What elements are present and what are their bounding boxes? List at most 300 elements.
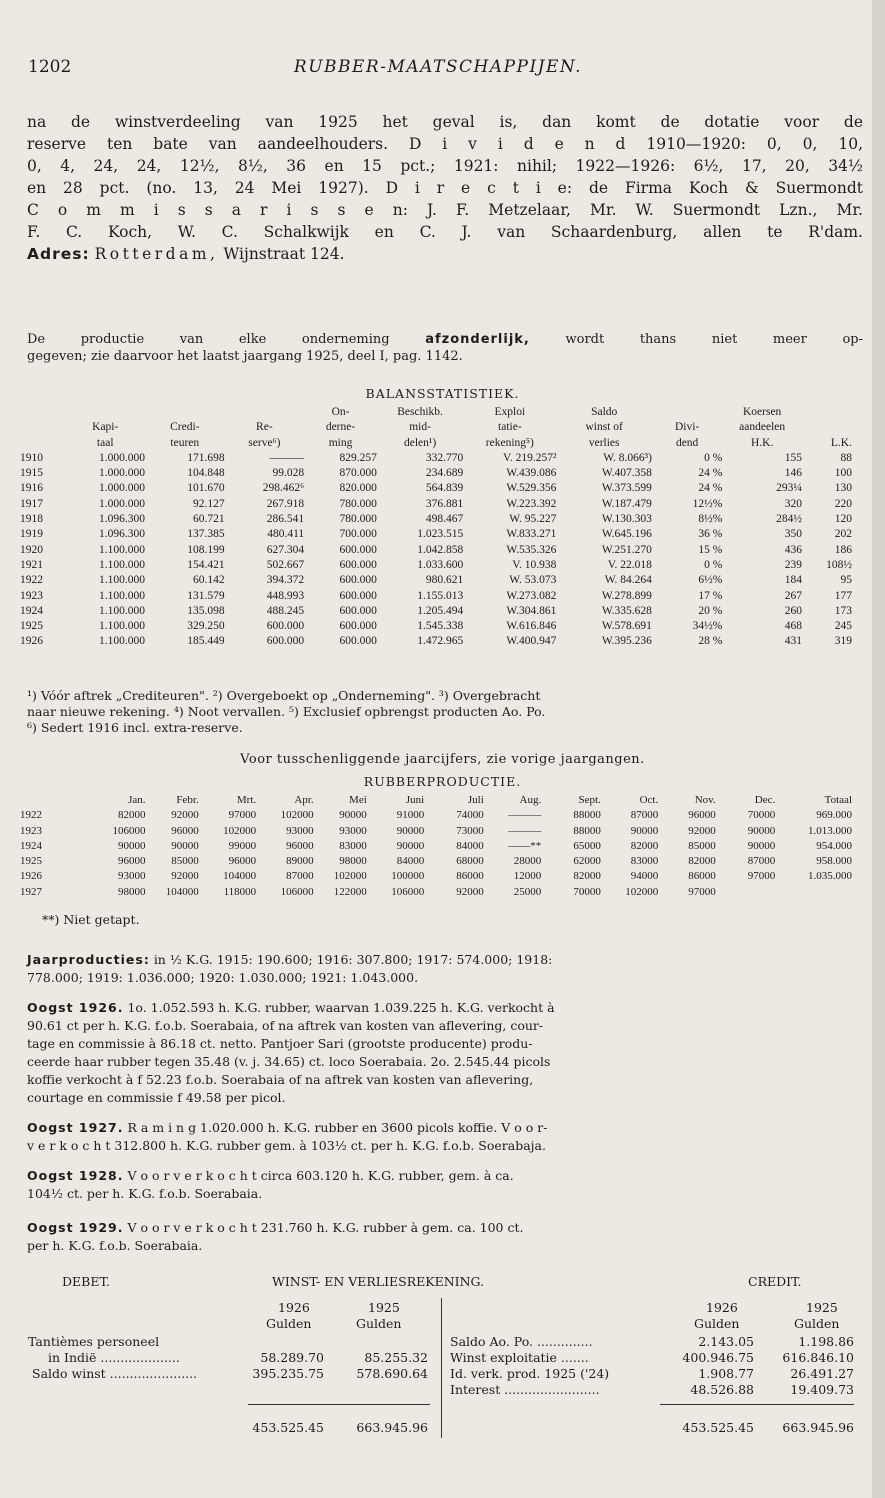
table-cell: verlies	[588, 436, 620, 449]
debit-currency-1926: Gulden	[266, 1316, 312, 1331]
table-cell: 1924	[20, 604, 43, 617]
table-cell: 74000	[456, 809, 484, 822]
oogst-1929-line	[27, 1220, 863, 1235]
table-cell: 82000	[573, 870, 601, 883]
table-cell: 96000	[688, 809, 716, 822]
table-cell: W. 8.066³)	[603, 451, 652, 464]
table-cell: 600.000	[266, 635, 305, 648]
table-cell: 98000	[339, 855, 367, 868]
table-cell: 1910	[20, 451, 43, 464]
table-cell: 62000	[573, 855, 601, 868]
table-cell: 100000	[391, 870, 425, 883]
table-cell: 86000	[456, 870, 484, 883]
table-row	[20, 466, 852, 481]
table-cell: mid-	[409, 421, 431, 434]
table-cell: 267	[784, 589, 802, 602]
table-cell: 1924	[20, 839, 42, 852]
credit-year-1925: 1925	[806, 1300, 838, 1315]
table-cell: 89000	[286, 855, 314, 868]
footnote-line: naar nieuwe rekening. ⁴) Noot vervallen. ⁵) Exclusief opbrengst producten Ao. Po.	[27, 704, 546, 719]
table-cell: 448.993	[266, 589, 305, 602]
table-cell	[20, 793, 86, 808]
table-cell: 91000	[396, 809, 425, 822]
table-cell: 122000	[333, 885, 367, 898]
table-row	[20, 497, 852, 512]
table-row	[20, 451, 852, 466]
table-row	[20, 589, 852, 604]
table-cell: 1.100.000	[99, 558, 146, 571]
note-text: wordt thans niet meer op-	[565, 332, 863, 347]
oogst-1929-line: per h. K.G. f.o.b. Soerabaia.	[27, 1238, 203, 1253]
credit-value-1926: 2.143.05	[698, 1334, 754, 1349]
table-cell: 15 %	[698, 543, 723, 556]
table-cell: 1927	[20, 885, 42, 898]
table-cell: 1925	[20, 855, 42, 868]
table-cell: 85000	[688, 839, 716, 852]
table-cell: 1.000.000	[99, 482, 146, 495]
table-cell: 286.541	[266, 513, 305, 526]
table-cell: 185.449	[187, 635, 225, 648]
table-cell: 600.000	[339, 589, 377, 602]
table-cell: Oct.	[639, 794, 659, 806]
table-cell: 239	[784, 558, 802, 571]
table-cell: 102000	[280, 809, 314, 822]
table-cell: Febr.	[176, 794, 199, 806]
table-cell: 82000	[630, 839, 659, 852]
table-cell: 87000	[747, 855, 776, 868]
table-cell: 102000	[333, 870, 367, 883]
table-cell: 600.000	[266, 620, 305, 633]
table-cell: W.130.303	[601, 513, 652, 526]
table-cell: 600.000	[339, 574, 377, 587]
text-line: na de winstverdeeling van 1925 het geval is, dan komt de dotatie voor de	[27, 113, 863, 131]
rubber-table	[20, 793, 852, 900]
table-cell: 90000	[747, 839, 776, 852]
table-cell: 1.000.000	[99, 497, 146, 510]
table-cell: Totaal	[824, 794, 852, 806]
table-cell: W. 53.073	[509, 574, 557, 587]
oogst-1927-line	[27, 1120, 863, 1135]
table-cell: 1.023.515	[417, 528, 464, 541]
table-cell: Kapi-	[92, 421, 119, 434]
table-cell: 234.689	[425, 467, 464, 480]
table-cell: On-	[331, 406, 350, 418]
table-cell: 293¼	[776, 482, 802, 495]
table-row	[20, 604, 852, 619]
table-cell	[145, 405, 225, 420]
table-cell: 92000	[688, 824, 716, 837]
table-cell: W.335.628	[601, 604, 652, 617]
table-cell: 186	[834, 543, 852, 556]
jaarproductie-line	[27, 952, 863, 967]
table-cell: 83000	[630, 855, 659, 868]
credit-label: Saldo Ao. Po. ..............	[450, 1334, 593, 1349]
debit-value-1925: 85.255.32	[364, 1350, 428, 1365]
table-cell: 90000	[396, 824, 425, 837]
table-row	[20, 808, 852, 823]
table-cell: Exploi	[494, 406, 526, 418]
credit-total-1926: 453.525.45	[682, 1420, 754, 1435]
credit-currency-1925: Gulden	[794, 1316, 840, 1331]
intro-paragraph	[27, 111, 863, 265]
table-cell: 267.918	[266, 497, 305, 510]
credit-value-1926: 1.908.77	[698, 1366, 754, 1381]
text-line: F. C. Koch, W. C. Schalkwijk en C. J. van Schaardenburg, allen te R'dam.	[27, 223, 863, 241]
table-cell: 1.033.600	[417, 558, 464, 571]
table-cell: 86000	[688, 870, 716, 883]
page-header	[28, 57, 848, 87]
table-cell: 60.721	[192, 513, 225, 526]
table-cell: Saldo	[591, 406, 618, 418]
table-row	[20, 481, 852, 496]
table-cell: H.K.	[750, 436, 774, 449]
credit-total-1925: 663.945.96	[782, 1420, 854, 1435]
text-line: 0, 4, 24, 24, 12½, 8½, 36 en 15 pct.; 1921: nihil; 1922—1926: 6½, 17, 20, 34½	[27, 157, 863, 175]
table-cell: 6½%	[698, 574, 723, 587]
oogst-1926-line: 90.61 ct per h. K.G. f.o.b. Soerabaia, of na aftrek van kosten van aflevering, cour-	[27, 1018, 544, 1033]
table-cell: 1.035.000	[808, 870, 852, 883]
table-cell: W.529.356	[506, 482, 557, 495]
table-cell: 92000	[456, 885, 484, 898]
table-cell: W.616.846	[506, 620, 557, 633]
table-cell: W.251.270	[601, 543, 652, 556]
table-cell: 99.028	[272, 467, 305, 480]
oogst-1926-line: courtage en commissie f 49.58 per picol.	[27, 1090, 286, 1105]
table-cell: Re-	[256, 421, 273, 434]
table-cell: W.373.599	[601, 482, 652, 495]
table-cell: derne-	[325, 421, 356, 434]
table-cell: V. 219.257²	[503, 451, 557, 464]
table-cell: Juli	[467, 794, 484, 806]
table-cell: 137.385	[187, 528, 225, 541]
table-cell: 0 %	[704, 451, 723, 464]
table-cell: 82000	[118, 809, 146, 822]
table-cell: 1916	[20, 482, 43, 495]
table-cell: 120	[834, 513, 852, 526]
table-cell: 25000	[513, 885, 542, 898]
table-cell: 1.042.858	[417, 543, 464, 556]
table-cell: 260	[784, 604, 802, 617]
table-cell: 1.155.013	[417, 589, 464, 602]
jaarproductie-label: Jaarproducties:	[27, 952, 150, 967]
credit-value-1925: 616.846.10	[782, 1350, 854, 1365]
table-cell: 0 %	[704, 558, 723, 571]
table-cell: 102000	[223, 824, 257, 837]
table-cell: W.223.392	[506, 497, 557, 510]
note-text: De productie van elke onderneming	[27, 332, 390, 347]
table-cell: 1.545.338	[417, 620, 464, 633]
table-cell: 298.462⁶	[262, 482, 305, 495]
debet-heading: DEBET.	[62, 1274, 110, 1289]
debit-value-1925: 578.690.64	[356, 1366, 428, 1381]
debit-currency-1925: Gulden	[356, 1316, 402, 1331]
table-cell: 564.839	[425, 482, 464, 495]
oogst-text: R a m i n g 1.020.000 h. K.G. rubber en 3600 picols koffie. V o o r-	[127, 1120, 548, 1135]
winst-title: WINST- EN VERLIESREKENING.	[272, 1274, 485, 1289]
table-row	[20, 885, 852, 900]
table-row	[20, 634, 852, 649]
table-cell: 90000	[747, 824, 776, 837]
table-cell: 97000	[688, 885, 716, 898]
table-cell: 171.698	[187, 451, 225, 464]
table-header-row	[20, 405, 852, 420]
table-cell: W.400.947	[506, 635, 557, 648]
text-line	[27, 331, 863, 348]
table-cell: Juni	[405, 794, 425, 806]
table-cell: 93000	[286, 824, 314, 837]
table-cell: 96000	[286, 839, 314, 852]
table-cell: 97000	[747, 870, 776, 883]
table-cell: dend	[675, 436, 699, 449]
table-cell: 1926	[20, 635, 43, 648]
table-row	[20, 869, 852, 884]
table-cell: taal	[96, 436, 114, 449]
table-cell: 93000	[118, 870, 146, 883]
debit-total-1926: 453.525.45	[252, 1420, 324, 1435]
text-line: reserve ten bate van aandeelhouders. D i v i d e n d 1910—1920: 0, 0, 10,	[27, 135, 863, 153]
oogst-1929-label: Oogst 1929.	[27, 1220, 124, 1235]
table-cell: 627.304	[266, 543, 305, 556]
table-cell: 97000	[228, 809, 257, 822]
table-cell: 820.000	[339, 482, 377, 495]
credit-year-1926: 1926	[706, 1300, 738, 1315]
table-cell: 108.199	[187, 543, 225, 556]
table-cell: 92.127	[192, 497, 225, 510]
table-cell: 90000	[339, 809, 367, 822]
table-cell: 70000	[747, 809, 776, 822]
table-row	[20, 839, 852, 854]
table-row	[20, 854, 852, 869]
oogst-text: 1o. 1.052.593 h. K.G. rubber, waarvan 1.039.225 h. K.G. verkocht à	[127, 1000, 555, 1015]
table-cell: 329.250	[187, 620, 225, 633]
rubber-footnote: **) Niet getapt.	[42, 912, 140, 927]
table-row	[20, 619, 852, 634]
table-cell: 498.467	[425, 513, 464, 526]
table-cell: 68000	[456, 855, 484, 868]
table-cell: 1917	[20, 497, 43, 510]
table-cell: 480.411	[267, 528, 305, 541]
table-cell: W.304.861	[506, 604, 557, 617]
table-cell: 96000	[228, 855, 257, 868]
table-cell	[225, 405, 305, 420]
table-cell: 1.100.000	[99, 635, 146, 648]
table-cell: ——**	[508, 839, 542, 852]
production-note	[27, 331, 863, 365]
address-line	[27, 243, 863, 265]
table-cell: tatie-	[498, 421, 522, 434]
table-cell: W.278.899	[601, 589, 652, 602]
table-cell: Mei	[349, 794, 367, 806]
table-cell: 1.100.000	[99, 574, 146, 587]
table-cell: Dec.	[754, 794, 776, 806]
table-row	[20, 527, 852, 542]
credit-value-1925: 1.198.86	[798, 1334, 854, 1349]
table-cell: 969.000	[816, 809, 852, 822]
table-cell: 1926	[20, 870, 42, 883]
table-cell: 1922	[20, 574, 43, 587]
table-cell: 100	[834, 467, 852, 480]
table-cell: 154.421	[187, 558, 225, 571]
table-cell: 82000	[688, 855, 716, 868]
table-cell: 70000	[573, 885, 601, 898]
footnote-line: ¹) Vóór aftrek „Crediteuren". ²) Overgeboekt op „Onderneming". ³) Overgebracht	[27, 688, 541, 703]
table-cell: winst of	[585, 421, 623, 434]
table-cell: W.407.358	[601, 467, 652, 480]
credit-label: Winst exploitatie .......	[450, 1350, 589, 1365]
table-cell: 202	[834, 528, 852, 541]
table-cell: 106000	[391, 885, 425, 898]
table-cell: 88	[840, 451, 852, 464]
table-cell: Sept.	[578, 794, 601, 806]
oogst-1928-label: Oogst 1928.	[27, 1168, 124, 1183]
table-cell: 954.000	[816, 839, 852, 852]
credit-value-1925: 26.491.27	[790, 1366, 854, 1381]
table-cell: 184	[784, 574, 802, 587]
table-cell: 1918	[20, 513, 43, 526]
table-cell: 1.013.000	[808, 824, 852, 837]
table-cell: 1.100.000	[99, 589, 146, 602]
footnote-line: ⁶) Sedert 1916 incl. extra-reserve.	[27, 720, 243, 735]
table-cell: 1921	[20, 558, 43, 571]
table-cell: 104.848	[187, 467, 225, 480]
table-cell: 1915	[20, 467, 43, 480]
table-cell: 24 %	[698, 467, 723, 480]
table-cell: 90000	[171, 839, 199, 852]
credit-value-1926: 400.946.75	[682, 1350, 754, 1365]
table-cell: 24 %	[698, 482, 723, 495]
table-cell: W.645.196	[601, 528, 652, 541]
table-cell: 173	[834, 604, 852, 617]
table-cell: 1923	[20, 589, 43, 602]
table-cell: W.439.086	[506, 467, 557, 480]
table-cell: 1.096.300	[99, 513, 146, 526]
debit-label: Tantièmes personeel	[28, 1334, 160, 1349]
debit-label: in Indië ....................	[48, 1350, 180, 1365]
credit-value-1925: 19.409.73	[790, 1382, 854, 1397]
table-cell: 1920	[20, 543, 43, 556]
oogst-1928-line	[27, 1168, 863, 1183]
table-cell	[20, 436, 65, 451]
table-cell	[652, 405, 722, 420]
table-cell: 245	[834, 620, 852, 633]
table-cell	[20, 405, 65, 420]
account-divider	[441, 1298, 442, 1438]
table-cell: 8½%	[698, 513, 723, 526]
table-cell: 90000	[396, 839, 425, 852]
table-row	[20, 824, 852, 839]
table-header-row	[20, 436, 852, 451]
address-city: Rotterdam,	[94, 245, 219, 263]
table-cell: 90000	[630, 824, 659, 837]
table-cell: 870.000	[339, 467, 377, 480]
address-street: Wijnstraat 124.	[223, 245, 345, 263]
table-cell: 84000	[396, 855, 425, 868]
table-cell: 980.621	[425, 574, 464, 587]
table-cell: 130	[834, 482, 852, 495]
oogst-1926-label: Oogst 1926.	[27, 1000, 124, 1015]
table-cell: W.395.236	[601, 635, 652, 648]
table-cell: 85000	[171, 855, 199, 868]
table-cell: teuren	[170, 436, 200, 449]
table-cell: 1922	[20, 809, 42, 822]
table-cell: 436	[784, 543, 802, 556]
table-cell: Koersen	[742, 406, 782, 418]
credit-heading: CREDIT.	[748, 1274, 802, 1289]
table-cell: 1919	[20, 528, 43, 541]
table-cell: 600.000	[339, 543, 377, 556]
debit-value-1926: 395.235.75	[252, 1366, 324, 1381]
oogst-text: V o o r v e r k o c h t circa 603.120 h. K.G. rubber, gem. à ca.	[127, 1168, 514, 1183]
jaarproductie-line-2: 778.000; 1919: 1.036.000; 1920: 1.030.000; 1921: 1.043.000.	[27, 970, 419, 985]
table-cell: W.578.691	[601, 620, 652, 633]
table-cell: Jan.	[128, 794, 146, 806]
oogst-1927-label: Oogst 1927.	[27, 1120, 124, 1135]
note-bold: afzonderlijk,	[425, 332, 530, 347]
table-cell: 84000	[456, 839, 484, 852]
table-cell: 87000	[630, 809, 659, 822]
table-cell	[20, 420, 65, 435]
credit-value-1926: 48.526.88	[690, 1382, 754, 1397]
running-title: RUBBER-MAATSCHAPPIJEN.	[293, 57, 583, 77]
table-cell: 106000	[280, 885, 314, 898]
table-cell: 468	[784, 620, 802, 633]
table-cell: 98000	[118, 885, 146, 898]
table-cell: 780.000	[339, 497, 377, 510]
table-cell: 108½	[826, 558, 852, 571]
table-row	[20, 558, 852, 573]
table-cell: ———	[269, 451, 305, 464]
table-cell: V. 22.018	[607, 558, 652, 571]
table-cell: 60.142	[192, 574, 225, 587]
table-cell: W. 95.227	[509, 513, 557, 526]
table-cell: Credi-	[170, 421, 200, 434]
table-cell: 96000	[171, 824, 199, 837]
table-cell: 1925	[20, 620, 43, 633]
table-cell: 20 %	[698, 604, 723, 617]
table-cell: 118000	[223, 885, 257, 898]
table-cell: 95	[840, 574, 852, 587]
table-cell: 1.472.965	[417, 635, 464, 648]
table-cell: 34½%	[692, 620, 723, 633]
text-line: C o m m i s s a r i s s e n: J. F. Metzelaar, Mr. W. Suermondt Lzn., Mr.	[27, 201, 863, 219]
table-cell: rekening⁵)	[485, 436, 534, 449]
oogst-1926-line: tage en commissie à 86.18 ct. netto. Pantjoer Sari (grootste producente) produ-	[27, 1036, 533, 1051]
oogst-1928-line: 104½ ct. per h. K.G. f.o.b. Soerabaia.	[27, 1186, 263, 1201]
table-cell: 1.100.000	[99, 543, 146, 556]
table-cell: 131.579	[187, 589, 225, 602]
table-cell: 28 %	[698, 635, 723, 648]
table-row	[20, 512, 852, 527]
table-cell: 829.257	[339, 451, 377, 464]
table-cell: 1.096.300	[99, 528, 146, 541]
table-cell: 431	[784, 635, 802, 648]
table-cell: Beschikb.	[397, 406, 443, 418]
table-cell: 146	[784, 467, 802, 480]
table-cell: V. 10.938	[512, 558, 557, 571]
table-cell: 1923	[20, 824, 42, 837]
page-edge	[872, 0, 885, 1498]
oogst-1926-line	[27, 1000, 863, 1015]
table-cell: 1.000.000	[99, 451, 146, 464]
table-cell: 88000	[573, 824, 601, 837]
address-label: Adres:	[27, 245, 90, 263]
table-cell	[65, 405, 145, 420]
table-cell: 320	[784, 497, 802, 510]
oogst-text: V o o r v e r k o c h t 231.760 h. K.G. rubber à gem. ca. 100 ct.	[127, 1220, 524, 1235]
table-cell: 700.000	[339, 528, 377, 541]
credit-total-rule	[660, 1404, 854, 1405]
table-cell: 1.100.000	[99, 604, 146, 617]
